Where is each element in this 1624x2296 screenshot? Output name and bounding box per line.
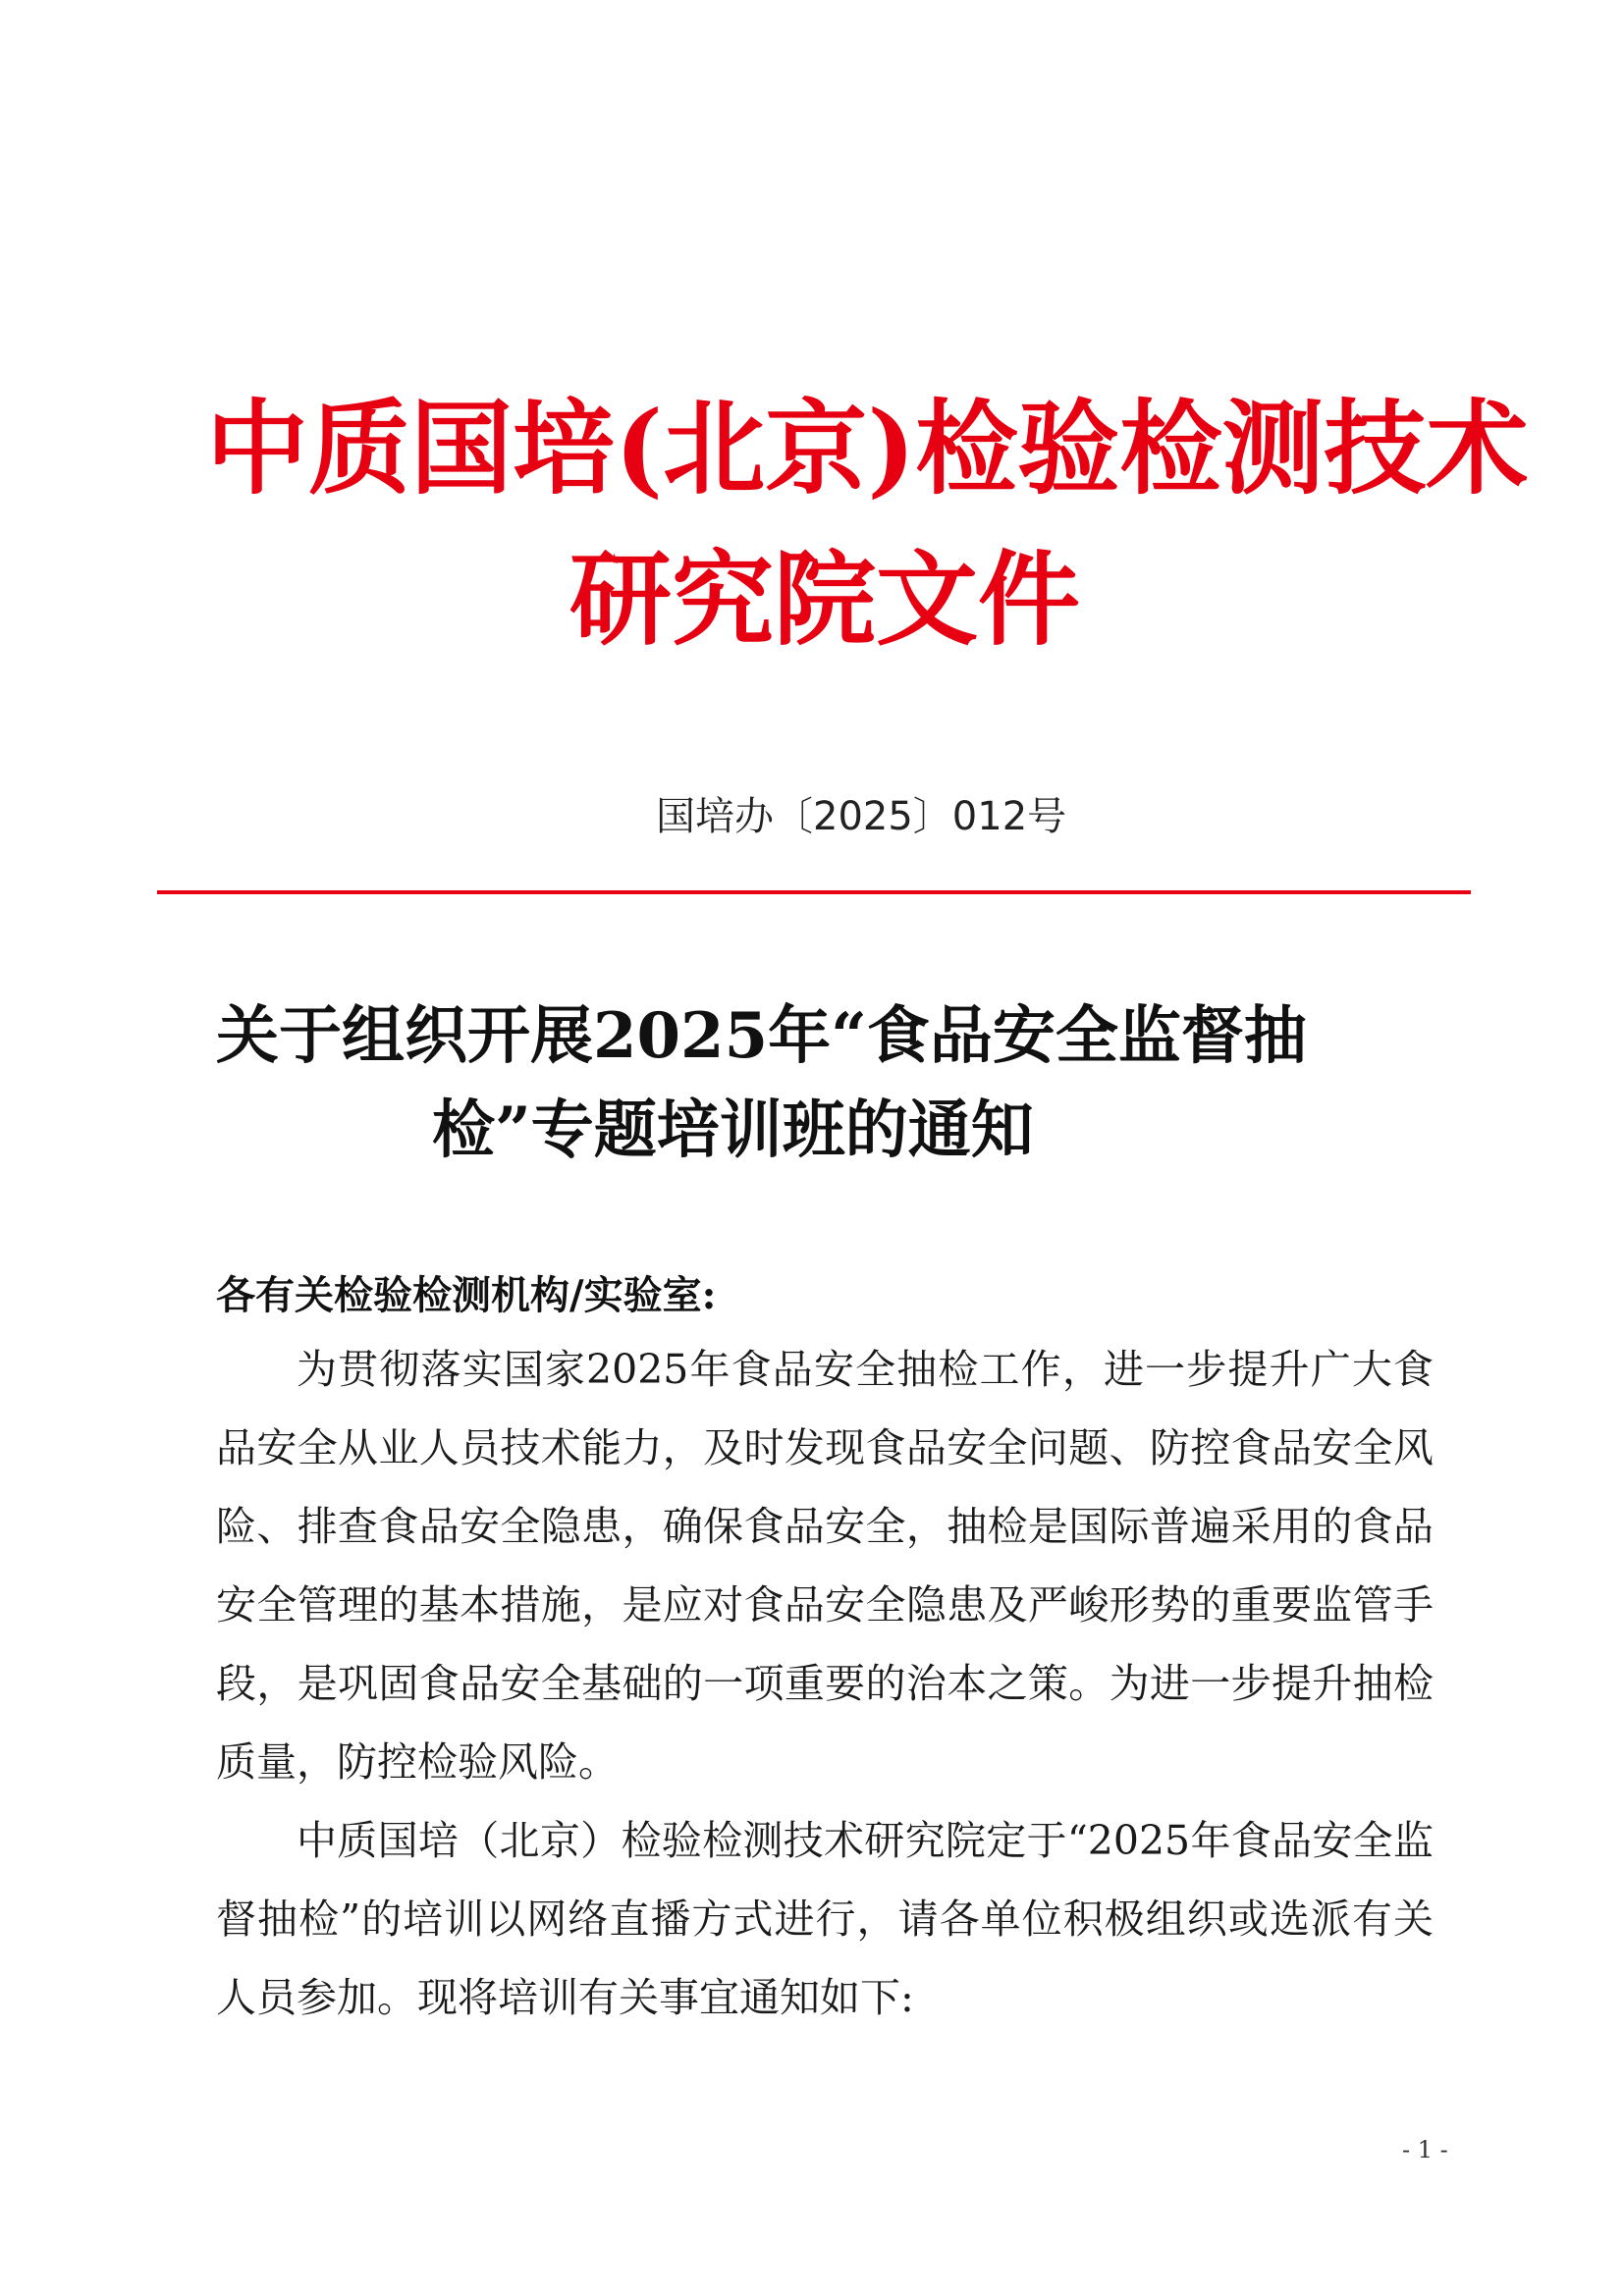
notice-body xyxy=(216,1330,1434,2037)
notice-title-line-2: 检”专题培训班的通知 xyxy=(432,1094,1034,1167)
notice-title xyxy=(216,989,1453,1178)
page-number: - 1 - xyxy=(1402,2136,1448,2163)
document-number: 国培办〔2025〕012号 xyxy=(656,794,1067,839)
body-paragraph: 中质国培（北京）检验检测技术研究院定于“2025年食品安全监督抽检”的培训以网络直播方式进行，请各单位积极组织或选派有关人员参加。现将培训有关事宜通知如下: xyxy=(216,1817,1434,2021)
document-header-title xyxy=(206,388,1529,660)
body-paragraph: 为贯彻落实国家2025年食品安全抽检工作，进一步提升广大食品安全从业人员技术能力，及时发现食品安全问题、防控食品安全风险、排查食品安全隐患，确保食品安全，抽检是国际普遍采用的食品安全管理的基本措施，是应对食品安全隐患及严峻形势的重要监管手段，是巩固食品安全基础的一项重要的治本之策。为进一步提升抽检质量，防控检验风险。 xyxy=(216,1346,1434,1786)
notice-title-line-1: 关于组织开展2025年“食品安全监督抽 xyxy=(216,999,1307,1073)
header-title-line-2: 研究院文件 xyxy=(569,539,1081,660)
header-title-line-1: 中质国培(北京)检验检测技术 xyxy=(206,388,1529,508)
header-divider xyxy=(157,890,1471,894)
salutation: 各有关检验检测机构/实验室: xyxy=(216,1272,717,1318)
